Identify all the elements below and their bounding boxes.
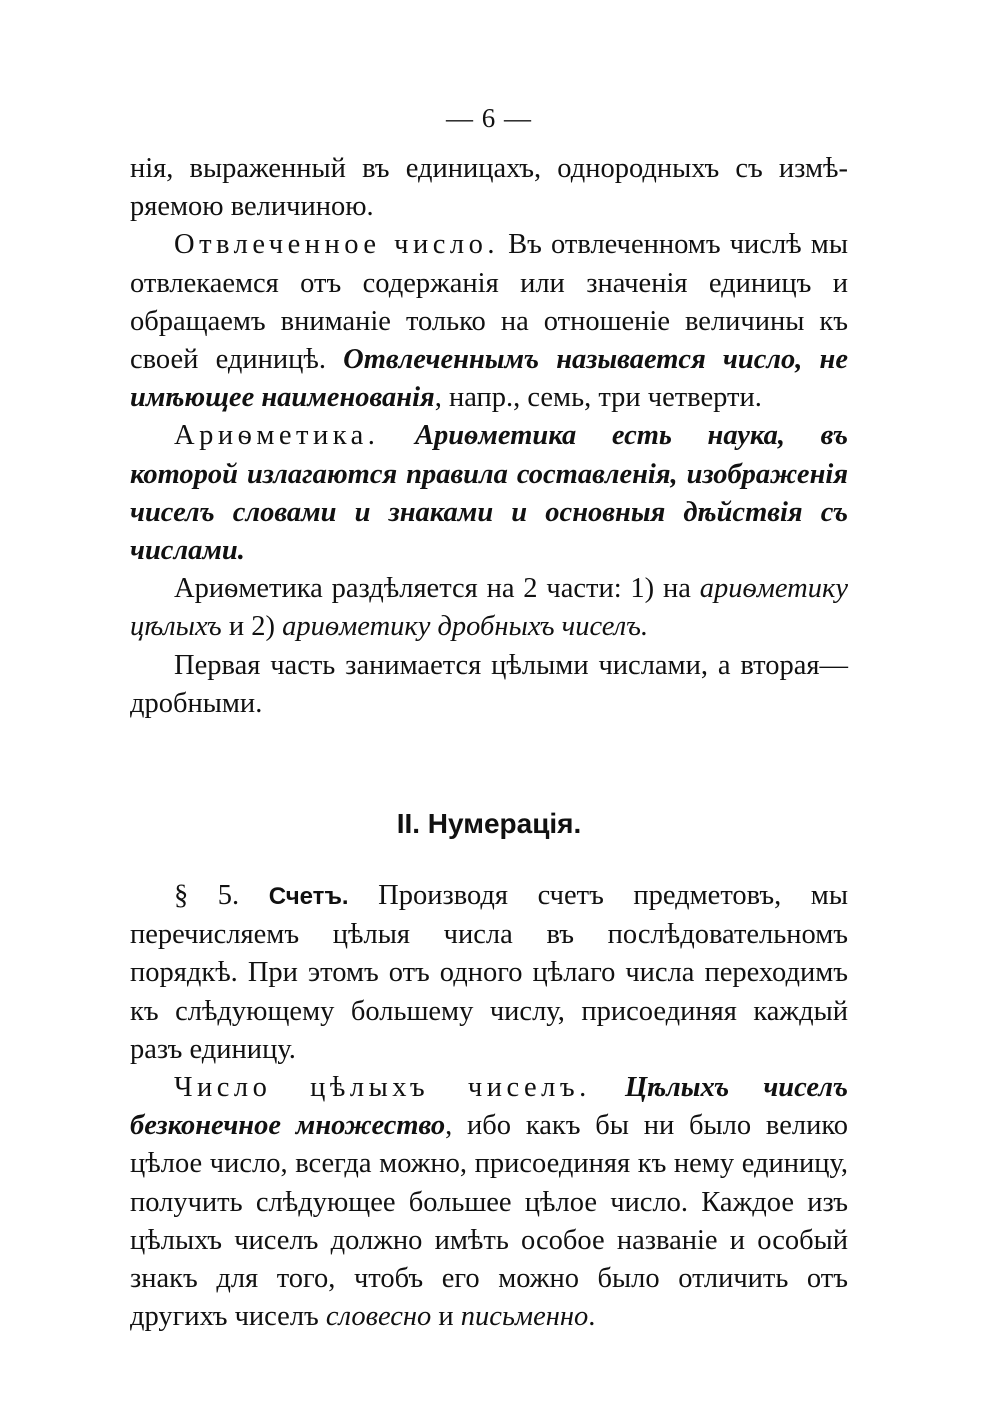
paragraph-text: Въ отвлеченномъ числѣ мы отвлекаемся отъ содержанія или значенія единицъ и обращаемъ вниманіе только на отношеніе величины къ своей единицѣ. <box>130 229 848 376</box>
paragraph-parts-description <box>130 647 848 723</box>
section-heading: II. Нумерація. <box>396 808 582 840</box>
paragraph-text: , напр., семь, три четверти. <box>434 382 762 414</box>
italic-term-fractions: ариѳметику дробныхъ чиселъ. <box>282 611 649 643</box>
term-abstract-number: Отвлеченное число. <box>174 229 499 261</box>
term-number-of-integers: Число цѣлыхъ чиселъ. <box>174 1072 591 1104</box>
definition-arithmetic: Ариѳметика есть наука, въ которой излагаются правила составленія, изображенія чиселъ словами и знаками и основныя дѣйствія съ числами. <box>130 420 848 567</box>
paragraph-text: и <box>431 1301 461 1333</box>
paragraph-abstract-number <box>130 226 848 417</box>
paragraph-continuation <box>130 150 848 226</box>
paragraph-arithmetic-parts <box>130 570 848 646</box>
paragraph-text: , ибо какъ бы ни было велико цѣлое число, всегда можно, присоединяя къ нему единицу, получить слѣдующее большее цѣлое число. Каждое изъ цѣлыхъ чиселъ должно имѣть особое названіе и особый знакъ для того, чтобъ его можно было отличить отъ другихъ чиселъ <box>130 1110 848 1333</box>
page-number: — 6 — <box>446 103 532 133</box>
paragraph-arithmetic <box>130 417 848 570</box>
definition-abstract-number: Отвлеченнымъ называется число, не имѣющее наименованія <box>130 344 848 414</box>
paragraph-text: нія, выраженный въ единицахъ, однородныхъ съ измѣряемою величиною. <box>130 153 848 223</box>
paragraph-counting <box>130 877 848 1069</box>
paragraph-number-of-integers <box>130 1069 848 1336</box>
term-counting: Счетъ. <box>268 883 349 911</box>
paragraph-text: . <box>588 1301 596 1333</box>
italic-term-written: письменно <box>460 1301 589 1333</box>
italic-term-verbal: словесно <box>325 1301 432 1333</box>
book-page <box>130 100 848 1336</box>
paragraph-text: Производя счетъ предметовъ, мы перечисляемъ цѣлыя числа въ послѣдовательномъ порядкѣ. При этомъ отъ одного цѣлаго числа переходимъ къ слѣдующему большему числу, присоединяя каждый разъ единицу. <box>130 880 848 1065</box>
italic-term-whole: ариѳметику цѣлыхъ <box>130 573 848 643</box>
section-paragraph-number: § 5. <box>174 880 269 912</box>
paragraph-text: Первая часть занимается цѣлыми числами, а вторая—дробными. <box>130 649 848 719</box>
definition-infinite: Цѣлыхъ чиселъ безконечное множество <box>130 1072 848 1142</box>
term-arithmetic: Ариѳметика. <box>174 420 380 452</box>
paragraph-text: Ариѳметика раздѣляется на 2 части: 1) на <box>174 573 700 605</box>
paragraph-text: и 2) <box>221 611 283 643</box>
